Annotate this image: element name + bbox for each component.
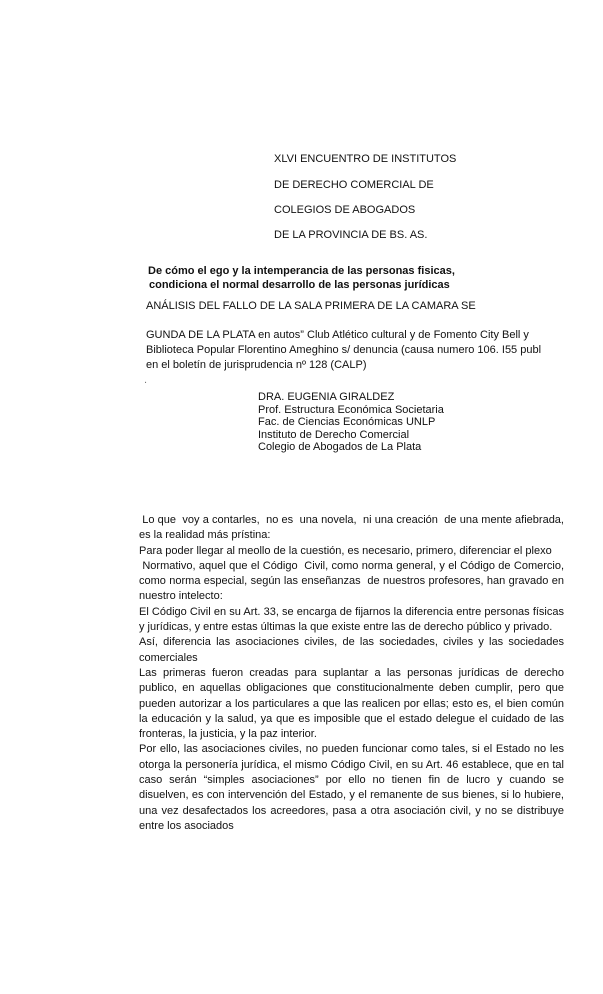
paragraph: Por ello, las asociaciones civiles, no pueden funcionar como tales, si el Estado no les otorga la personería jurídica, el mismo Código Civil, en su Art. 46 establece, que en tal caso serán “simples asociaciones” por ello no tienen fin de lucro y cuando se disuelven, es con intervención del Estado, y el remanente de sus bienes, si lo hubiere, una vez desafectados los acreedores, pasa a otra asociación civil, y no se distribuye entre los asociados: [139, 743, 564, 832]
header-line: DE DERECHO COMERCIAL DE: [274, 179, 434, 191]
author-affiliation: Fac. de Ciencias Económicas UNLP: [258, 416, 436, 428]
document-title-line: condiciona el normal desarrollo de las personas jurídicas: [149, 279, 450, 291]
paragraph: Las primeras fueron creadas para suplantar a las personas jurídicas de derecho publico, en aquellas obligaciones que constitucionalmente deben cumplir, pero que pueden autorizar a los particulares a que las realicen por ellas; esto es, el bien común la educación y la salud, ya que es imposible que el estado delegue el cuidado de las fronteras, la justicia, y la paz interior.: [139, 666, 564, 741]
body-text: [139, 513, 568, 834]
author-affiliation: Prof. Estructura Económica Societaria: [258, 403, 444, 416]
paragraph: Lo que voy a contarles, no es una novela, ni una creación de una mente afiebrada, es la realidad más prístina:: [139, 514, 568, 542]
paragraph: Normativo, aquel que el Código Civil, como norma general, y el Código de Comercio, como norma especial, según las enseñanzas de nuestros profesores, han gravado en nuestro intelecto:: [139, 559, 568, 603]
analysis-heading: ANÁLISIS DEL FALLO DE LA SALA PRIMERA DE LA CAMARA SE: [146, 300, 476, 312]
author-affiliation: Instituto de Derecho Comercial: [258, 428, 410, 441]
paragraph: Para poder llegar al meollo de la cuestión, es necesario, primero, diferenciar el plexo: [139, 544, 552, 557]
author-name: DRA. EUGENIA GIRALDEZ: [258, 391, 395, 403]
paragraph: El Código Civil en su Art. 33, se encarga de fijarnos la diferencia entre personas físicas y jurídicas, y entre estas últimas la que existe entre las de derecho público y privado.: [139, 605, 564, 634]
header-line: XLVI ENCUENTRO DE INSTITUTOS: [274, 153, 457, 165]
header-line: COLEGIOS DE ABOGADOS: [274, 204, 416, 216]
paragraph: Así, diferencia las asociaciones civiles, de las sociedades, civiles y las sociedades comerciales: [139, 636, 564, 664]
author-affiliation: Colegio de Abogados de La Plata: [258, 441, 422, 453]
document-title-line: De cómo el ego y la intemperancia de las personas fisicas,: [148, 265, 455, 277]
case-reference: GUNDA DE LA PLATA en autos” Club Atlético cultural y de Fomento City Bell y Biblioteca Popular Florentino Ameghino s/ denuncia (causa numero 106. I55 publ en el boletín de jurisprudencia nº 128 (CALP): [146, 329, 542, 371]
header-line: DE LA PROVINCIA DE BS. AS.: [274, 229, 428, 241]
stray-mark: .: [144, 374, 148, 386]
